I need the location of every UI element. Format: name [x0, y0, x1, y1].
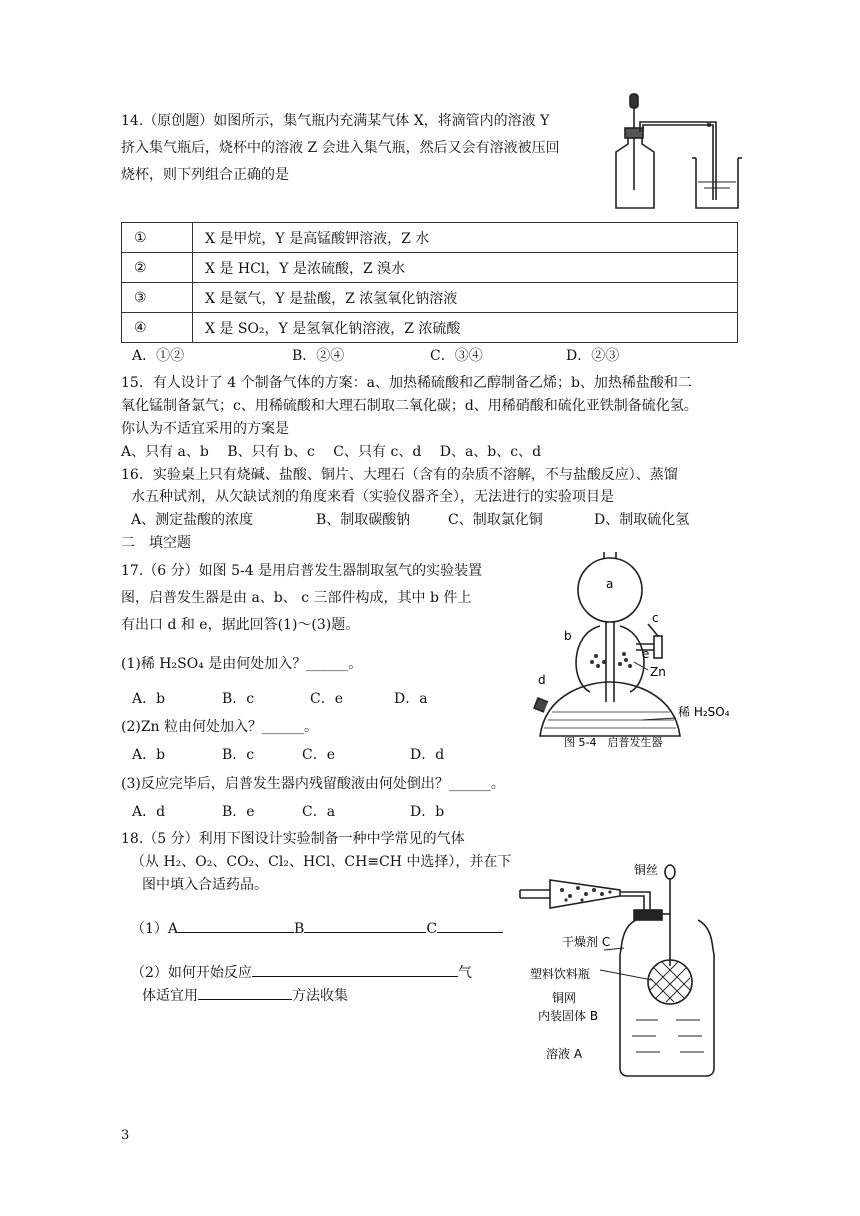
q18-part-1	[131, 918, 503, 939]
q18-line-3: 图中填入合适药品。	[142, 877, 268, 893]
q18-line-1: 18.（5 分）利用下图设计实验制备一种中学常见的气体	[121, 831, 465, 847]
fig-caption: 图 5-4 启普发生器	[564, 736, 663, 749]
q14-options-table	[121, 222, 738, 343]
q17-sub-1: (1)稀 H₂SO₄ 是由何处加入？______。	[121, 656, 363, 672]
q18-part-2-line-2a: 体适宜用	[142, 988, 198, 1004]
q18-part-2-line-2	[142, 985, 348, 1006]
answer-blank-collect[interactable]	[198, 985, 292, 1000]
q14-option-c: C．③④	[430, 348, 483, 364]
q17-line-3: 有出口 d 和 e，据此回答(1)～(3)题。	[121, 617, 360, 633]
table-row	[122, 223, 738, 253]
row-text: X 是甲烷，Y 是高锰酸钾溶液，Z 水	[193, 223, 738, 253]
answer-blank-b[interactable]	[304, 918, 426, 933]
q17-3-option-d: D．b	[410, 804, 445, 820]
answer-blank-c[interactable]	[437, 918, 503, 933]
table-row	[122, 253, 738, 283]
q14-option-d: D．②③	[566, 348, 620, 364]
answer-blank-a[interactable]	[178, 918, 294, 933]
q18-part-2-line-2b: 方法收集	[292, 988, 348, 1004]
fig-label-desiccant: 干燥剂 C	[562, 935, 611, 949]
table-row	[122, 283, 738, 313]
q18-part-2-prefix: （2）如何开始反应	[131, 965, 252, 981]
q17-sub-3: (3)反应完毕后，启普发生器内残留酸液由何处倒出？______。	[121, 776, 505, 792]
q16-option-b: B、制取碳酸钠	[316, 512, 411, 528]
q18-part-2-suffix: 气	[457, 965, 472, 981]
fig-label-copper-wire: 铜丝	[634, 863, 659, 877]
fig-label-e: e	[642, 647, 650, 661]
q17-1-option-b: B．c	[222, 691, 255, 707]
q15-options: A、只有 a、b B、只有 b、c C、只有 c、d D、a、b、c、d	[121, 444, 542, 460]
q17-3-option-a: A．d	[132, 804, 166, 820]
row-text: X 是 SO₂，Y 是氢氧化钠溶液，Z 浓硫酸	[193, 313, 738, 343]
q14-line-2: 挤入集气瓶后，烧杯中的溶液 Z 会进入集气瓶，然后又会有溶液被压回	[121, 140, 560, 156]
q16-line-1: 16．实验桌上只有烧碱、盐酸、铜片、大理石（含有的杂质不溶解，不与盐酸反应）、蒸馏	[121, 467, 678, 483]
row-text: X 是 HCl，Y 是浓硫酸，Z 溴水	[193, 253, 738, 283]
q18-part-2	[131, 962, 472, 983]
q15-line-3: 你认为不适宜采用的方案是	[121, 421, 289, 437]
q18-part-1-b-label: B	[294, 921, 305, 937]
q17-sub-2: (2)Zn 粒由何处加入？______。	[121, 719, 319, 735]
q17-1-option-a: A．b	[132, 691, 166, 707]
q14-line-3: 烧杯，则下列组合正确的是	[121, 167, 289, 183]
q17-1-option-c: C．e	[310, 691, 343, 707]
q17-2-option-a: A．b	[132, 747, 166, 763]
q17-2-option-c: C．e	[302, 747, 335, 763]
row-number: ④	[122, 313, 193, 343]
fig-label-b: b	[564, 629, 572, 643]
row-number: ③	[122, 283, 193, 313]
fig-label-solution: 溶液 A	[546, 1047, 583, 1061]
fig-label-mesh: 铜网	[552, 991, 577, 1005]
q15-line-1: 15．有人设计了 4 个制备气体的方案：a、加热稀硫酸和乙醇制备乙烯；b、加热稀盐酸和二	[121, 375, 692, 391]
q18-line-2: （从 H₂、O₂、CO₂、Cl₂、HCl、CH≡CH 中选择），并在下	[131, 854, 512, 870]
q17-3-option-c: C．a	[302, 804, 336, 820]
q14-option-a: A．①②	[132, 348, 185, 364]
fig-label-zn: Zn	[650, 665, 666, 679]
q17-3-option-b: B．e	[222, 804, 255, 820]
q17-2-option-b: B．c	[222, 747, 255, 763]
fig-label-a: a	[606, 577, 614, 591]
row-text: X 是氨气，Y 是盐酸，Z 浓氢氧化钠溶液	[193, 283, 738, 313]
q18-part-1-a-label: （1）A	[131, 921, 179, 937]
q14-apparatus-figure	[612, 92, 748, 214]
q16-line-2: 水五种试剂，从欠缺试剂的角度来看（实验仪器齐全），无法进行的实验项目是	[131, 489, 614, 505]
q16-option-d: D、制取硫化氢	[594, 512, 690, 528]
q16-option-c: C、制取氯化铜	[448, 512, 543, 528]
q14-line-1: 14.（原创题）如图所示，集气瓶内充满某气体 X，将滴管内的溶液 Y	[121, 113, 550, 129]
fig-label-d: d	[538, 673, 546, 687]
q17-1-option-d: D．a	[394, 691, 428, 707]
fig-label-c: c	[652, 611, 659, 625]
page-number: 3	[121, 1128, 130, 1143]
row-number: ②	[122, 253, 193, 283]
fig-label-bottle: 塑料饮料瓶	[530, 967, 591, 981]
kipp-generator-figure	[530, 552, 760, 752]
fig-label-solid: 内装固体 B	[538, 1009, 599, 1023]
fig-label-acid: 稀 H₂SO₄	[678, 705, 730, 719]
table-row	[122, 313, 738, 343]
q17-2-option-d: D．d	[410, 747, 445, 763]
answer-blank-start[interactable]	[252, 962, 458, 977]
q14-option-b: B．②④	[292, 348, 345, 364]
q15-line-2: 氧化锰制备氯气；c、用稀硫酸和大理石制取二氧化碳；d、用稀硝酸和硫化亚铁制备硫化氢。	[121, 398, 698, 414]
q18-part-1-c-label: C	[426, 921, 438, 937]
section-heading: 二 填空题	[121, 535, 191, 551]
q17-line-1: 17.（6 分）如图 5-4 是用启普发生器制取氢气的实验装置	[121, 563, 483, 579]
q16-option-a: A、测定盐酸的浓度	[131, 512, 254, 528]
q17-line-2: 图，启普发生器是由 a、b、 c 三部件构成，其中 b 件上	[121, 590, 472, 606]
q18-apparatus-figure	[516, 854, 716, 1078]
row-number: ①	[122, 223, 193, 253]
